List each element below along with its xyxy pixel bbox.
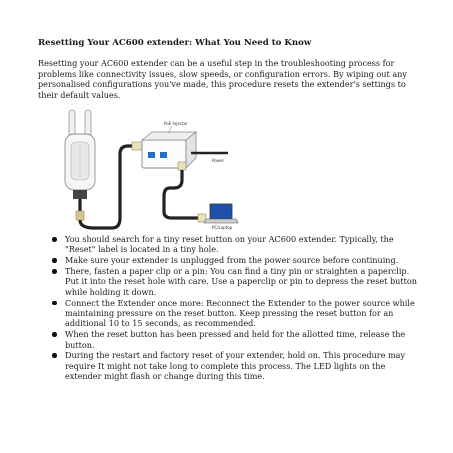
- pc-laptop-label: PC/Laptop: [212, 225, 233, 230]
- list-item-text: There, fasten a paper clip or a pin: You can find a tiny pin or straighten a paperclip. Put it into the reset hole with care. Use a paperclip or pin to depress the reset button while holding it down.: [65, 266, 417, 297]
- list-item: [52, 329, 424, 350]
- pc-laptop: [210, 204, 232, 219]
- document-title: Resetting Your AC600 extender: What You Need to Know: [38, 38, 312, 48]
- poe-injector-label: PoE Injector: [164, 121, 188, 126]
- bullet-icon: [52, 237, 57, 242]
- list-item: [52, 350, 424, 381]
- list-item-text: When the reset button has been pressed and held for the allotted time, release the button.: [65, 329, 406, 350]
- setup-diagram-figure: [60, 108, 260, 230]
- power-label: Power: [212, 158, 225, 163]
- list-item-text: During the restart and factory reset of your extender, hold on. This procedure may require It might not take long to complete this process. The LED lights on the extender might flash or change during this time.: [65, 350, 406, 382]
- bullet-icon: [52, 353, 57, 358]
- bullet-icon: [52, 332, 57, 337]
- bullet-icon: [52, 258, 57, 263]
- list-item: [52, 255, 424, 265]
- ethernet-cable-pc: [164, 170, 200, 218]
- list-item-text: Connect the Extender once more: Reconnect the Extender to the power source while maintaining pressure on the reset button. Keep pressing the reset button for an additional 10 to 15 seconds, as recommended.: [65, 297, 415, 329]
- list-item-text: You should search for a tiny reset button on your AC600 extender. Typically, the "Reset" label is located in a tiny hole.: [65, 234, 394, 255]
- bullet-icon: [52, 301, 57, 306]
- list-item-text: Make sure your extender is unplugged from the power source before continuing.: [65, 255, 399, 266]
- intro-paragraph: Resetting your AC600 extender can be a useful step in the troubleshooting process for problems like connectivity issues, slow speeds, or configuration errors. By wiping out any personalised configurations you've made, this procedure resets the extender's settings to their default values.: [38, 58, 407, 100]
- instruction-list: [52, 234, 424, 382]
- setup-diagram: [60, 108, 260, 230]
- bullet-icon: [52, 269, 57, 274]
- list-item: [52, 234, 424, 255]
- list-item: [52, 298, 424, 329]
- list-item: [52, 266, 424, 297]
